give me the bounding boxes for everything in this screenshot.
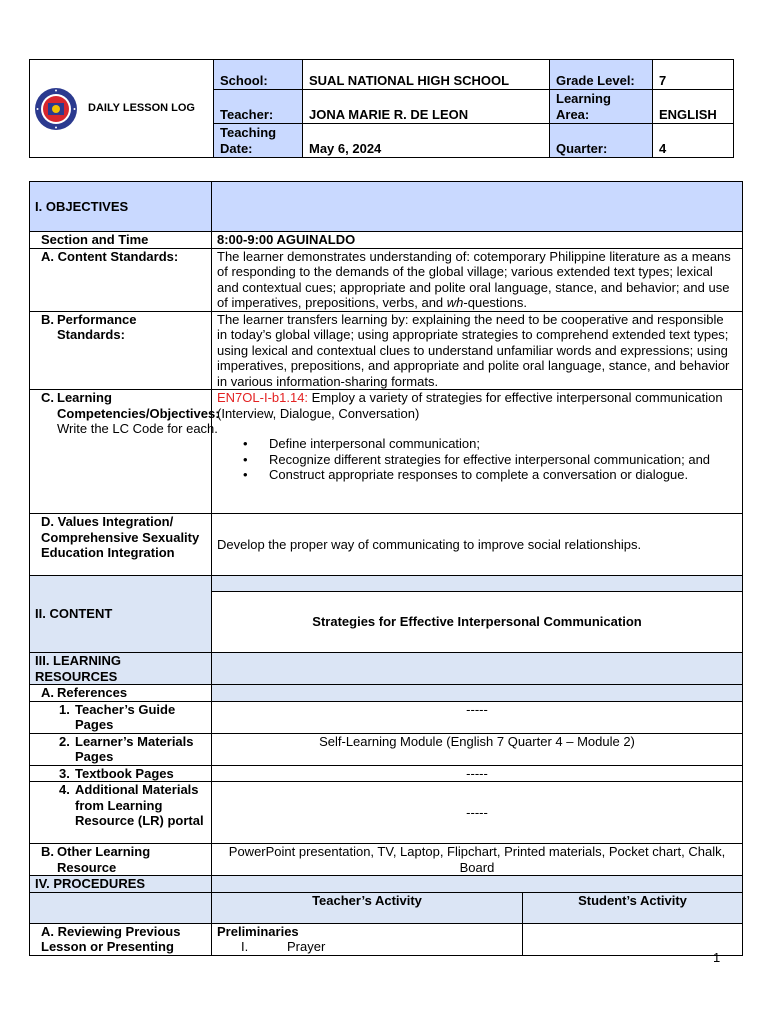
deped-seal-icon: [34, 87, 78, 131]
content-value: Strategies for Effective Interpersonal Communication: [212, 592, 743, 653]
quarter-label: Quarter:: [550, 124, 653, 158]
other-resources-label: B. Other Learning Resource: [30, 844, 212, 876]
learners-materials-value: Self-Learning Module (English 7 Quarter 4 – Module 2): [212, 733, 743, 765]
teachers-guide-value: -----: [212, 701, 743, 733]
procedures-heading: IV. PROCEDURES: [30, 876, 212, 893]
student-activity-header: Student’s Activity: [523, 892, 743, 923]
values-integration-text: Develop the proper way of communicating to improve social relationships.: [212, 514, 743, 576]
student-activity-cell: [523, 923, 743, 955]
reviewing-lesson-label: A. Reviewing Previous Lesson or Presenting: [30, 923, 212, 955]
content-heading: II. CONTENT: [30, 576, 212, 653]
learners-materials-label: 2. Learner’s Materials Pages: [30, 733, 212, 765]
section-time-value: 8:00-9:00 AGUINALDO: [212, 232, 743, 249]
values-integration-label: D. Values Integration/ Comprehensive Sexuality Education Integration: [30, 514, 212, 576]
resources-heading: III. LEARNING RESOURCES: [30, 653, 212, 685]
references-fill: [212, 685, 743, 702]
additional-materials-label: 4. Additional Materials from Learning Resource (LR) portal: [30, 782, 212, 844]
procedures-heading-fill: [212, 876, 743, 893]
date-value: May 6, 2024: [303, 124, 550, 158]
header-table: [29, 59, 734, 158]
quarter-value: 4: [653, 124, 734, 158]
resources-heading-fill: [212, 653, 743, 685]
teacher-activity-header: Teacher’s Activity: [212, 892, 523, 923]
textbook-pages-label: 3. Textbook Pages: [30, 765, 212, 782]
page-number: 1: [713, 950, 721, 965]
lesson-table: [29, 181, 743, 956]
school-label: School:: [214, 60, 303, 90]
area-value: ENGLISH: [653, 90, 734, 124]
references-label: A. References: [30, 685, 212, 702]
list-item: • Define interpersonal communication;: [243, 436, 480, 451]
list-item: • Construct appropriate responses to complete a conversation or dialogue.: [243, 467, 689, 482]
section-time-label: Section and Time: [30, 232, 212, 249]
textbook-pages-value: -----: [212, 765, 743, 782]
school-value: SUAL NATIONAL HIGH SCHOOL: [303, 60, 550, 90]
performance-standards-label: B. Performance Standards:: [30, 311, 212, 390]
objectives-heading-fill: [212, 182, 743, 232]
grade-value: 7: [653, 60, 734, 90]
teacher-label: Teacher:: [214, 90, 303, 124]
other-resources-value: PowerPoint presentation, TV, Laptop, Flipchart, Printed materials, Pocket chart, Chalk, Board: [212, 844, 743, 876]
logo-cell: [30, 60, 214, 158]
list-item: • Recognize different strategies for effective interpersonal communication; and: [243, 451, 711, 467]
performance-standards-text: The learner transfers learning by: explaining the need to be cooperative and responsible in today’s global village; using appropriate strategies to comprehend extended text types; using lexical and contextual clues to understand unfamiliar words and expressions; using imperatives, prepositions, and appropriate and polite oral language, stance, and behavior in various information-sharing formats.: [212, 311, 743, 390]
teacher-value: JONA MARIE R. DE LEON: [303, 90, 550, 124]
date-label: Teaching Date:: [214, 124, 303, 158]
procedures-blank-cell: [30, 892, 212, 923]
content-standards-text: The learner demonstrates understanding of: cotemporary Philippine literature as a means of responding to the demands of the global village; various extended text types; lexical and contextual cues; appropriate and polite oral language, stance, and behavior; and use of imperatives, prepositions, verbs, and wh-questions.: [212, 248, 743, 311]
teacher-activity-cell: Preliminaries I. Prayer: [212, 923, 523, 955]
lc-code: EN7OL-I-b1.14:: [217, 390, 309, 405]
teachers-guide-label: 1. Teacher’s Guide Pages: [30, 701, 212, 733]
objectives-list: [217, 436, 737, 483]
additional-materials-value: -----: [212, 782, 743, 844]
content-standards-label: A. Content Standards:: [30, 248, 212, 311]
learning-competencies-label: C. Learning Competencies/Objectives: Write the LC Code for each.: [30, 390, 212, 514]
content-strip: [212, 576, 743, 592]
lesson-log-title: DAILY LESSON LOG: [88, 101, 195, 114]
learning-competencies-text: EN7OL-I-b1.14: Employ a variety of strategies for effective interpersonal communication (Interview, Dialogue, Conversation) • Define interpersonal communication; • Recognize different strategies for effective interpersonal communication; and • Construct appropriate responses to complete a conversation or dialogue.: [212, 390, 743, 514]
area-label: Learning Area:: [550, 90, 653, 124]
grade-label: Grade Level:: [550, 60, 653, 90]
objectives-heading: I. OBJECTIVES: [30, 182, 212, 232]
